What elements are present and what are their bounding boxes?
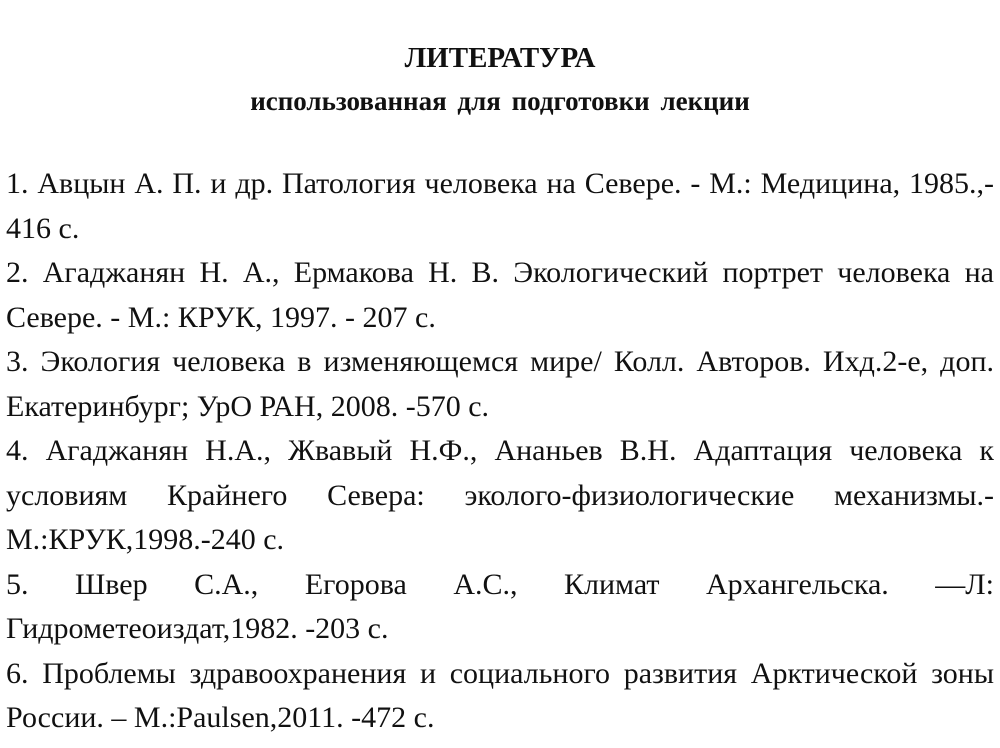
reference-list — [6, 162, 994, 741]
reference-item-5: 5. Швер С.А., Егорова А.С., Климат Архангельска. —Л: Гидрометеоиздат,1982. -203 с. — [6, 567, 994, 645]
page-subtitle: использованная для подготовки лекции — [250, 86, 750, 116]
reference-item-1: 1. Авцын А. П. и др. Патология человека на Севере. - М.: Медицина, 1985.,- 416 с. — [6, 167, 994, 245]
page-title: ЛИТЕРАТУРА — [404, 42, 596, 74]
reference-item-3: 3. Экология человека в изменяющемся мире/ Колл. Авторов. Ихд.2-е, доп. Екатеринбург; УрО РАН, 2008. -570 с. — [6, 345, 994, 423]
reference-item-4: 4. Агаджанян Н.А., Жвавый Н.Ф., Ананьев В.Н. Адаптация человека к условиям Крайнего Севера: эколого-физиологические механизмы.-М.:КРУК,1998.-240 с. — [6, 434, 994, 556]
reference-item-6: 6. Проблемы здравоохранения и социального развития Арктической зоны России. – М.:Paulsen,2011. -472 с. — [6, 656, 994, 734]
reference-item-2: 2. Агаджанян Н. А., Ермакова Н. В. Экологический портрет человека на Севере. - М.: КРУК, 1997. - 207 с. — [6, 256, 994, 334]
